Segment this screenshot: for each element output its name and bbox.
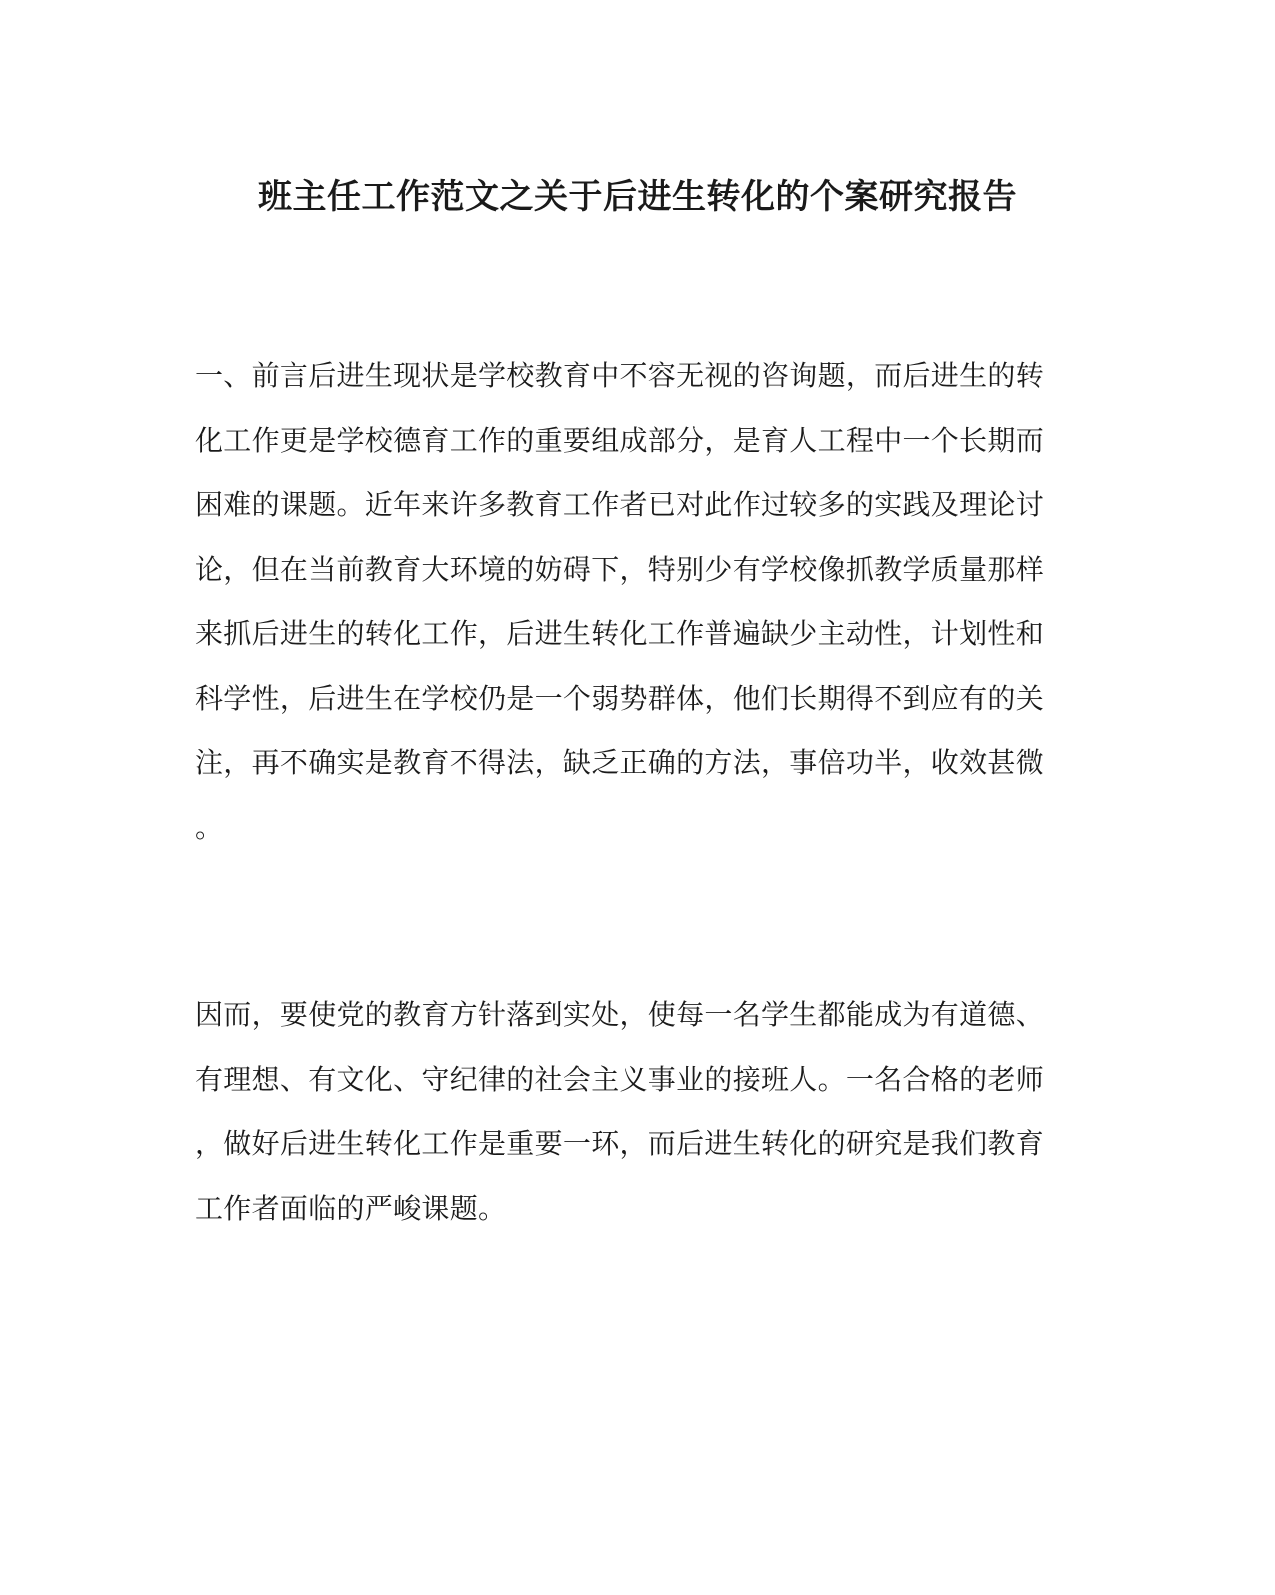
paragraph-intro: [195, 344, 1060, 860]
text-line: 论，但在当前教育大环境的妨碍下，特别少有学校像抓教学质量那样: [195, 552, 1045, 586]
text-line: ，做好后进生转化工作是重要一环，而后进生转化的研究是我们教育: [195, 1127, 1045, 1160]
text-line: 困难的课题。近年来许多教育工作者已对此作过较多的实践及理论讨: [195, 488, 1045, 521]
text-line: 。: [195, 810, 224, 844]
text-line: 有理想、有文化、守纪律的社会主义事业的接班人。一名合格的老师: [195, 1062, 1045, 1096]
text-line: 科学性，后进生在学校仍是一个弱势群体，他们长期得不到应有的关: [195, 681, 1045, 715]
text-line: 来抓后进生的转化工作，后进生转化工作普遍缺少主动性，计划性和: [195, 617, 1045, 650]
text-line: 一、前言后进生现状是学校教育中不容无视的咨询题，而后进生的转: [195, 359, 1045, 392]
text-line: 化工作更是学校德育工作的重要组成部分，是育人工程中一个长期而: [195, 423, 1045, 457]
paragraph-conclusion: [195, 983, 1060, 1241]
document-title: 班主任工作范文之关于后进生转化的个案研究报告: [258, 177, 1017, 217]
text-line: 注，再不确实是教育不得法，缺乏正确的方法，事倍功半，收效甚微: [195, 746, 1045, 779]
text-line: 工作者面临的严峻课题。: [195, 1191, 507, 1225]
text-line: 因而，要使党的教育方针落到实处，使每一名学生都能成为有道德、: [195, 998, 1045, 1031]
